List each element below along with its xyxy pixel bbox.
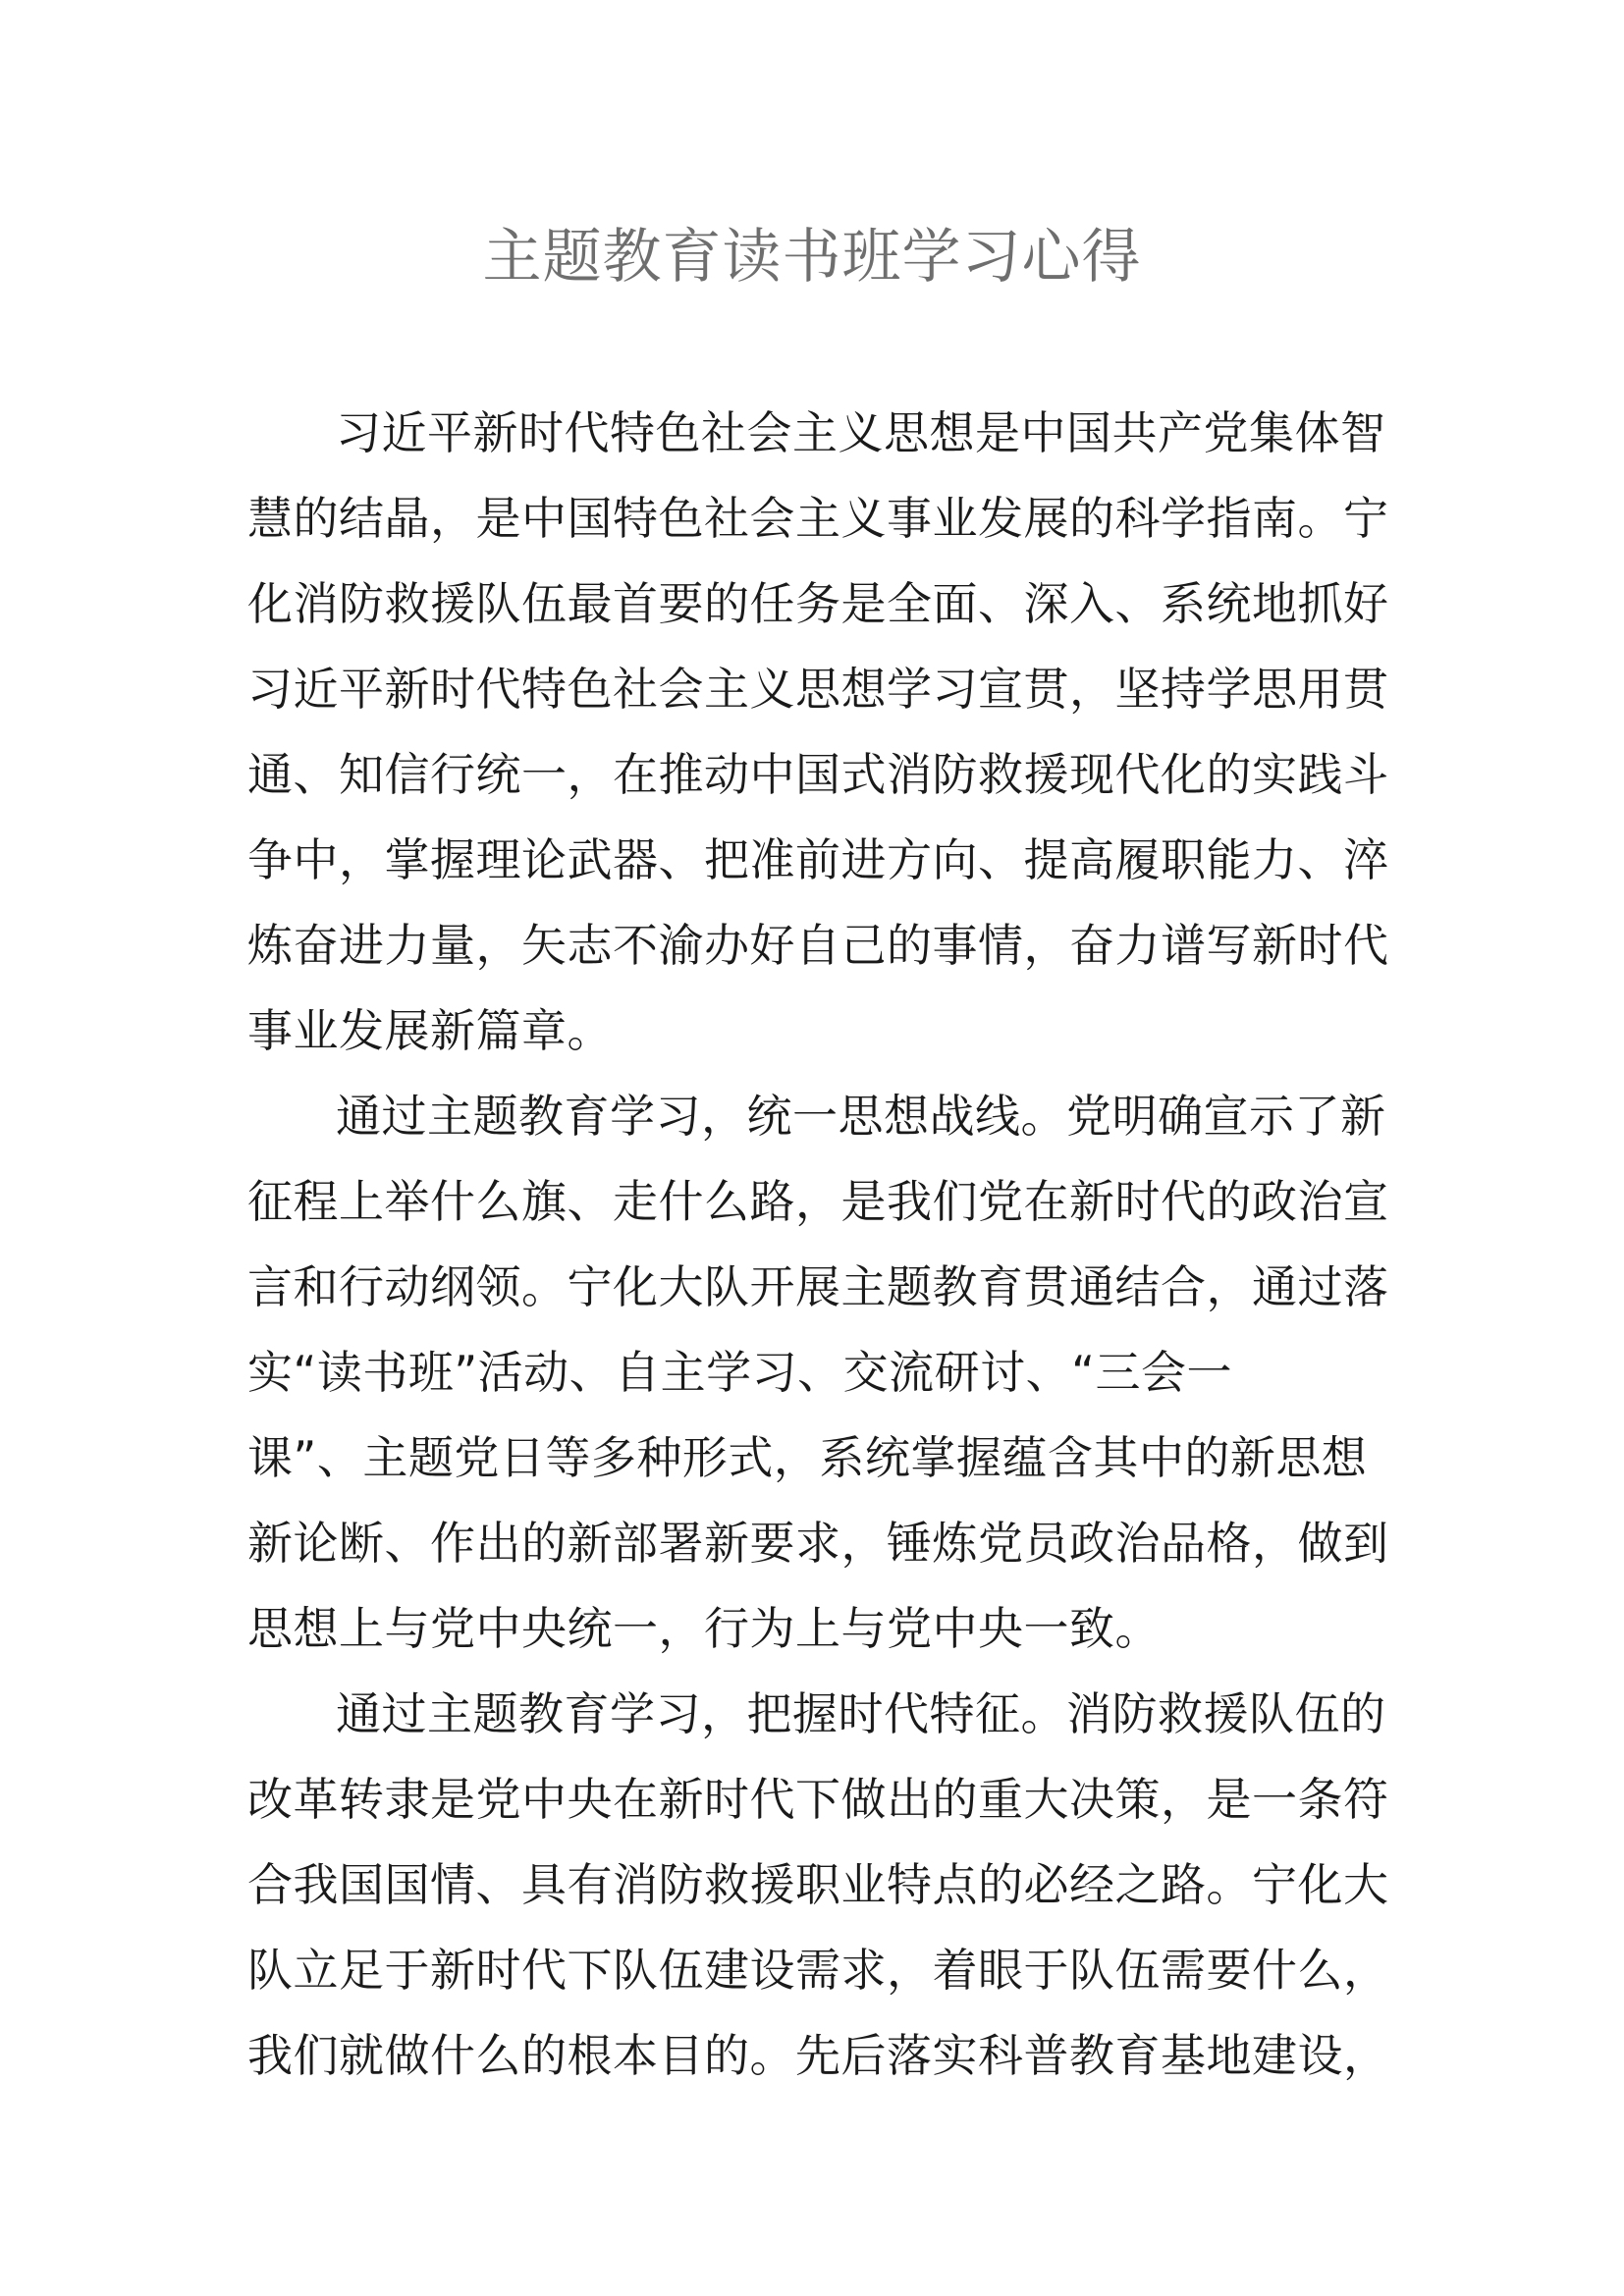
body-line: 改革转隶是党中央在新时代下做出的重大决策，是一条符 bbox=[247, 1773, 1389, 1826]
body-line: 新论断、作出的新部署新要求，锤炼党员政治品格，做到 bbox=[247, 1517, 1389, 1570]
body-line: 征程上举什么旗、走什么路，是我们党在新时代的政治宣 bbox=[247, 1175, 1389, 1228]
document-body bbox=[247, 391, 1389, 2099]
body-line: 争中，掌握理论武器、把准前进方向、提高履职能力、淬 bbox=[247, 833, 1389, 886]
body-line: 习近平新时代特色社会主义思想是中国共产党集体智 bbox=[336, 406, 1386, 459]
body-line: 通、知信行统一，在推动中国式消防救援现代化的实践斗 bbox=[247, 748, 1389, 801]
body-line: 化消防救援队伍最首要的任务是全面、深入、系统地抓好 bbox=[247, 577, 1389, 630]
body-line: 通过主题教育学习，把握时代特征。消防救援队伍的 bbox=[336, 1687, 1386, 1740]
body-line: 合我国国情、具有消防救援职业特点的必经之路。宁化大 bbox=[247, 1858, 1389, 1911]
body-line: 事业发展新篇章。 bbox=[247, 1004, 613, 1057]
body-line: 通过主题教育学习，统一思想战线。党明确宣示了新 bbox=[336, 1090, 1386, 1143]
body-line: 习近平新时代特色社会主义思想学习宣贯，坚持学思用贯 bbox=[247, 663, 1389, 716]
body-line: 思想上与党中央统一，行为上与党中央一致。 bbox=[247, 1602, 1161, 1655]
body-line: 实“读书班”活动、自主学习、交流研讨、“三会一 bbox=[247, 1346, 1232, 1399]
document-title: 主题教育读书班学习心得 bbox=[482, 223, 1142, 292]
body-line: 课”、主题党日等多种形式，系统掌握蕴含其中的新思想 bbox=[247, 1431, 1368, 1484]
body-line: 言和行动纲领。宁化大队开展主题教育贯通结合，通过落 bbox=[247, 1260, 1389, 1313]
body-line: 慧的结晶，是中国特色社会主义事业发展的科学指南。宁 bbox=[247, 492, 1389, 545]
body-line: 炼奋进力量，矢志不渝办好自己的事情，奋力谱写新时代 bbox=[247, 919, 1389, 972]
body-line: 队立足于新时代下队伍建设需求，着眼于队伍需要什么， bbox=[247, 1944, 1389, 1997]
body-line: 我们就做什么的根本目的。先后落实科普教育基地建设， bbox=[247, 2029, 1389, 2082]
